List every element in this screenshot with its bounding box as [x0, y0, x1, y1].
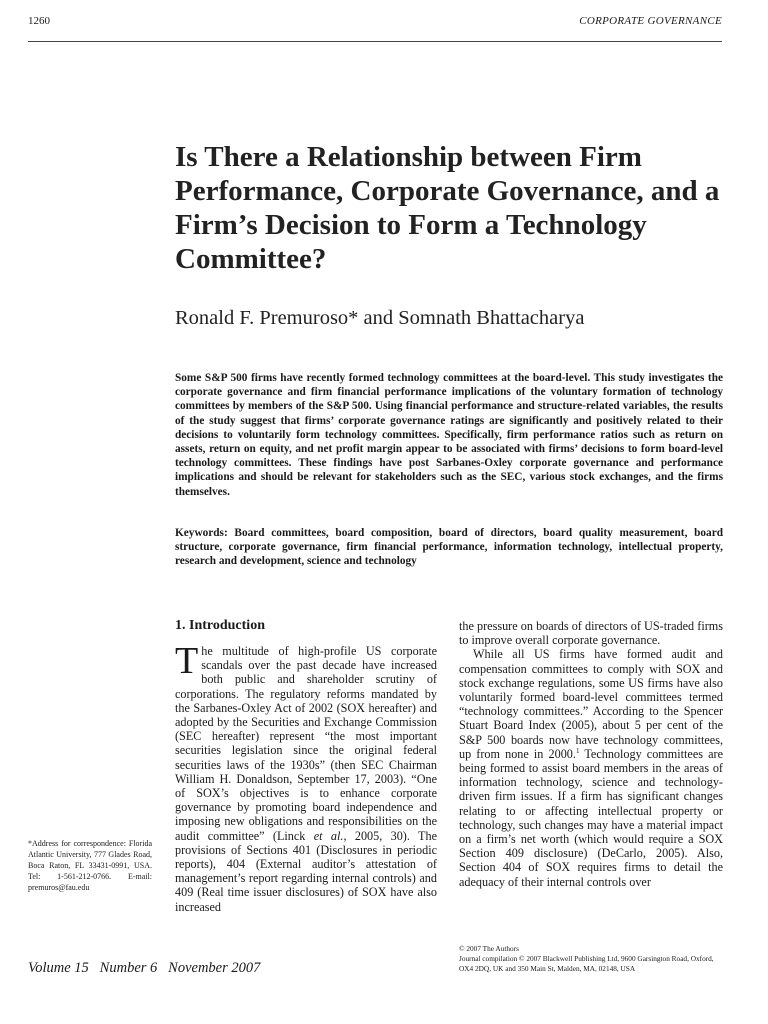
page-number: 1260 — [28, 15, 50, 27]
volume-footer: Volume 15 Number 6 November 2007 — [28, 960, 261, 976]
copyright-notice — [459, 944, 729, 974]
para-text-part-a: While all US firms have formed audit and compensation committees to comply with SOX and stock exchange regulations, some US firms have also voluntarily formed board-level committees termed “technology committees.” According to the Spencer Stuart Board Index (2005), about 5 per cent of the S&P 500 boards now have technology committees, up from none in 2000. — [459, 647, 723, 761]
copyright-publisher: Journal compilation © 2007 Blackwell Publishing Ltd, 9600 Garsington Road, Oxford, OX4 2DQ, UK and 350 Main St, Malden, MA, 02148, USA — [459, 954, 714, 973]
copyright-authors: © 2007 The Authors — [459, 944, 519, 953]
header-rule — [28, 41, 722, 42]
body-column-left — [175, 640, 437, 914]
intro-text-part-b: , 2005, 30). The provisions of Sections 401 (Disclosures in periodic reports), 404 (External auditor’s attestation of management’s report regarding internal controls) and 409 (Real time issuer disclosures) of SOX have also increased — [175, 828, 437, 914]
article-title: Is There a Relationship between Firm Performance, Corporate Governance, and a Firm’s Decision to Form a Technology Committee? — [175, 141, 720, 275]
article-authors: Ronald F. Premuroso* and Somnath Bhattacharya — [175, 307, 585, 329]
abstract: Some S&P 500 firms have recently formed technology committees at the board-level. This study investigates the corporate governance and firm financial performance implications of the voluntary formation of technology committees by members of the S&P 500. Using financial performance and structure-related variables, the results of the study suggest that firms’ corporate governance ratings are significantly and positively related to their decisions to voluntarily form technology committees. Specifically, firm performance ratios such as return on assets, return on equity, and net profit margin appear to be associated with firms’ decisions to form board-level technology committees. These findings have post Sarbanes-Oxley corporate governance and performance implications and should be relevant for stakeholders such as the SEC, various stock exchanges, and the firms themselves. — [175, 372, 723, 498]
citation-et-al: et al. — [313, 828, 344, 843]
intro-text-part-a: he multitude of high-profile US corporate scandals over the past decade have increased both public and shareholder scrutiny of corporations. The regulatory reforms mandated by the Sarbanes-Oxley Act of 2002 (SOX hereafter) and adopted by the Securities and Exchange Commission (SEC hereafter) represent “the most important securities legislation since the original federal securities laws of the 1930s” (then SEC Chairman William H. Donaldson, September 17, 2003). “One of SOX’s objectives is to enhance corporate governance by promoting board independence and imposing new obligations and responsibilities on the audit committee” (Linck — [175, 644, 437, 843]
correspondence-footnote: *Address for correspondence: Florida Atlantic University, 777 Glades Road, Boca Raton, FL 33431-0991, USA. Tel: 1-561-212-0766. E-mail: premuros@fau.edu — [28, 839, 152, 892]
drop-cap: T — [175, 640, 199, 682]
technology-committee-paragraph — [459, 647, 723, 888]
section-heading: 1. Introduction — [175, 618, 265, 633]
intro-paragraph — [175, 640, 437, 914]
running-header: CORPORATE GOVERNANCE — [579, 15, 722, 27]
footnote-marker: 1 — [575, 746, 580, 755]
para-text-part-b: Technology committees are being formed to assist board members in the areas of information technology, science and technology-driven firm issues. If a firm has significant changes relating to or affecting intellectual property or technology, such changes may have a material impact on a firm’s net worth (which would require a SOX Section 409 disclosure) (DeCarlo, 2005). Also, Section 404 of SOX requires firms to detail the adequacy of their internal controls over — [459, 746, 723, 889]
body-column-right — [459, 619, 723, 889]
continued-paragraph: the pressure on boards of directors of US-traded firms to improve overall corporate governance. — [459, 619, 723, 648]
keywords: Keywords: Board committees, board composition, board of directors, board quality measurement, board structure, corporate governance, firm financial performance, information technology, intellectual property, research and development, science and technology — [175, 527, 723, 568]
